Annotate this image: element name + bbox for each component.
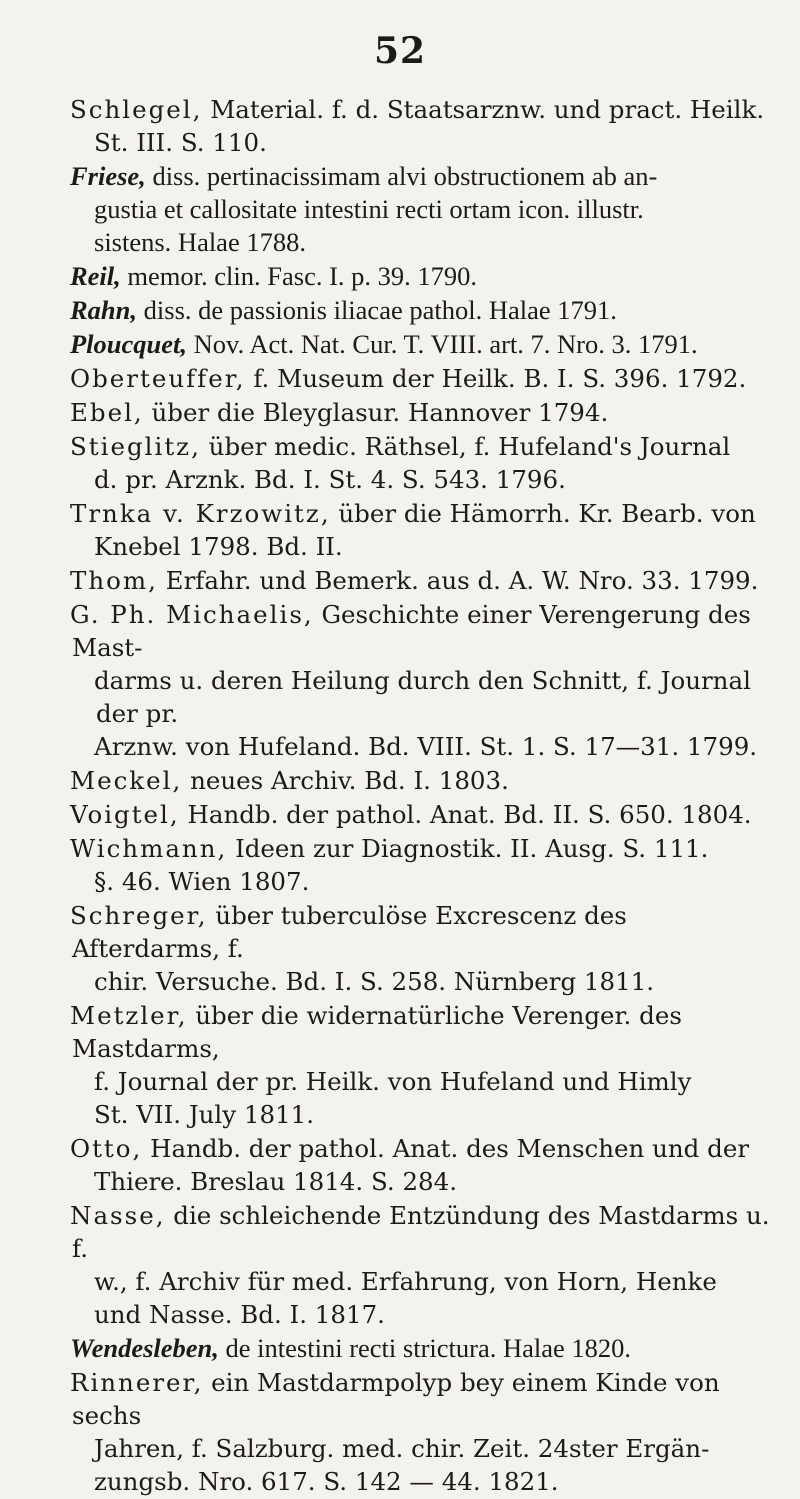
entry-first-line — [72, 798, 772, 831]
entry-continuation-line: Knebel 1798. Bd. II. — [94, 532, 343, 561]
entry-text: diss. de passionis iliacae pathol. Halae 1791. — [137, 295, 617, 325]
entry-text: memor. clin. Fasc. I. p. 39. 1790. — [120, 261, 478, 291]
bibliography-entry — [72, 260, 772, 293]
entry-continuation-line: w., f. Archiv für med. Erfahrung, von Horn, Henke — [94, 1267, 717, 1296]
entry-text: Handb. der pathol. Anat. Bd. II. S. 650. 1804. — [179, 800, 752, 829]
entry-author: Trnka v. Krzowitz, — [70, 499, 331, 528]
entry-first-line — [72, 260, 772, 293]
entry-text: f. Museum der Heilk. B. I. S. 396. 1792. — [245, 364, 747, 393]
bibliography-entry — [72, 999, 772, 1131]
entry-continuation-line: chir. Versuche. Bd. I. S. 258. Nürnberg 1811. — [94, 967, 655, 996]
bibliography-entry — [72, 160, 772, 259]
entry-first-line — [72, 430, 772, 463]
entry-author: Voigtel, — [70, 800, 180, 829]
entry-continuation-line: gustia et callositate intestini recti ortam icon. illustr. — [94, 194, 644, 224]
bibliography-entry — [72, 598, 772, 763]
entry-text: ein Mastdarmpolyp bey einem Kinde von sechs — [72, 1368, 720, 1430]
entry-first-line — [72, 328, 772, 361]
entry-continuation-line: d. pr. Arznk. Bd. I. St. 4. S. 543. 1796. — [94, 465, 566, 494]
entry-first-line — [72, 1199, 772, 1265]
entry-continuation-line: St. III. S. 110. — [94, 128, 267, 157]
entry-continuation-line: St. VII. July 1811. — [94, 1100, 315, 1129]
entry-first-line — [72, 396, 772, 429]
entry-author: Ebel, — [70, 398, 144, 427]
entry-first-line — [72, 160, 772, 193]
entry-text: de intestini recti strictura. Halae 1820. — [218, 1333, 632, 1363]
entry-first-line — [72, 1132, 772, 1165]
entry-continuation-line: Thiere. Breslau 1814. S. 284. — [94, 1167, 458, 1196]
entry-author: Otto, — [70, 1134, 143, 1163]
bibliography-entry — [72, 1199, 772, 1331]
entry-author: Friese, — [70, 161, 146, 191]
entry-text: diss. pertinacissimam alvi obstructionem ab an- — [145, 161, 658, 191]
entry-first-line — [72, 362, 772, 395]
bibliography-entry — [72, 832, 772, 898]
entry-author: Ploucquet, — [70, 329, 188, 359]
entry-author: Metzler, — [70, 1001, 188, 1030]
bibliography-entry — [72, 1366, 772, 1498]
entry-author: Oberteuffer, — [70, 364, 246, 393]
entry-author: Rahn, — [70, 295, 138, 325]
entry-text: Geschichte einer Verengerung des Mast- — [72, 600, 751, 662]
bibliography-entry — [72, 798, 772, 831]
bibliography-entry — [72, 430, 772, 496]
entry-first-line — [72, 564, 772, 597]
entry-text: Erfahr. und Bemerk. aus d. A. W. Nro. 33. 1799. — [157, 566, 759, 595]
entry-continuation-line: Arznw. von Hufeland. Bd. VIII. St. 1. S. 17—31. 1799. — [94, 732, 758, 761]
entry-text: die schleichende Entzündung des Mastdarms u. f. — [72, 1201, 770, 1263]
entry-author: Rinnerer, — [70, 1368, 204, 1397]
entry-continuation-line: zungsb. Nro. 617. S. 142 — 44. 1821. — [94, 1467, 559, 1496]
entry-continuation-line: §. 46. Wien 1807. — [94, 867, 310, 896]
bibliography-entry — [72, 1332, 772, 1365]
bibliography-entry — [72, 764, 772, 797]
entry-text: Nov. Act. Nat. Cur. T. VIII. art. 7. Nro. 3. 1791. — [187, 329, 698, 359]
entry-author: G. Ph. Michaelis, — [70, 600, 314, 629]
page-number: 52 — [373, 30, 427, 72]
entry-first-line — [72, 93, 772, 126]
entry-first-line — [72, 899, 772, 965]
entry-continuation-line: und Nasse. Bd. I. 1817. — [94, 1300, 385, 1329]
entry-author: Nasse, — [70, 1201, 166, 1230]
bibliography-entry — [72, 294, 772, 327]
bibliography-entry — [72, 899, 772, 998]
entry-first-line — [72, 999, 772, 1065]
entry-author: Reil, — [70, 261, 121, 291]
entry-text: über die Bleyglasur. Hannover 1794. — [143, 398, 609, 427]
entry-text: neues Archiv. Bd. I. 1803. — [182, 766, 509, 795]
bibliography-list — [72, 93, 772, 1499]
entry-first-line — [72, 764, 772, 797]
entry-text: über die Hämorrh. Kr. Bearb. von — [330, 499, 756, 528]
bibliography-entry — [72, 1132, 772, 1198]
entry-author: Meckel, — [70, 766, 183, 795]
entry-text: Ideen zur Diagnostik. II. Ausg. S. 111. — [227, 834, 709, 863]
entry-text: über tuberculöse Excrescenz des Afterdarms, f. — [72, 901, 627, 963]
entry-text: über die widernatürliche Verenger. des Mastdarms, — [72, 1001, 682, 1063]
entry-author: Wendesleben, — [70, 1333, 219, 1363]
entry-first-line — [72, 1332, 772, 1365]
bibliography-entry — [72, 396, 772, 429]
entry-first-line — [72, 832, 772, 865]
entry-first-line — [72, 598, 772, 664]
entry-author: Wichmann, — [70, 834, 228, 863]
entry-author: Thom, — [70, 566, 158, 595]
entry-text: Material. f. d. Staatsarznw. und pract. Heilk. — [202, 95, 765, 124]
entry-author: Stieglitz, — [70, 432, 201, 461]
bibliography-entry — [72, 328, 772, 361]
bibliography-entry — [72, 564, 772, 597]
bibliography-entry — [72, 93, 772, 159]
entry-text: über medic. Räthsel, f. Hufeland's Journal — [200, 432, 731, 461]
bibliography-entry — [72, 362, 772, 395]
entry-first-line — [72, 1366, 772, 1432]
entry-text: Handb. der pathol. Anat. des Menschen und der — [142, 1134, 750, 1163]
entry-first-line — [72, 497, 772, 530]
bibliography-entry — [72, 497, 772, 563]
entry-author: Schreger, — [70, 901, 208, 930]
entry-continuation-line: darms u. deren Heilung durch den Schnitt, f. Journal der pr. — [94, 666, 751, 728]
entry-continuation-line: f. Journal der pr. Heilk. von Hufeland und Himly — [94, 1067, 692, 1096]
entry-continuation-line: Jahren, f. Salzburg. med. chir. Zeit. 24ster Ergän- — [94, 1434, 710, 1463]
entry-author: Schlegel, — [70, 95, 203, 124]
entry-first-line — [72, 294, 772, 327]
entry-continuation-line: sistens. Halae 1788. — [94, 227, 306, 257]
